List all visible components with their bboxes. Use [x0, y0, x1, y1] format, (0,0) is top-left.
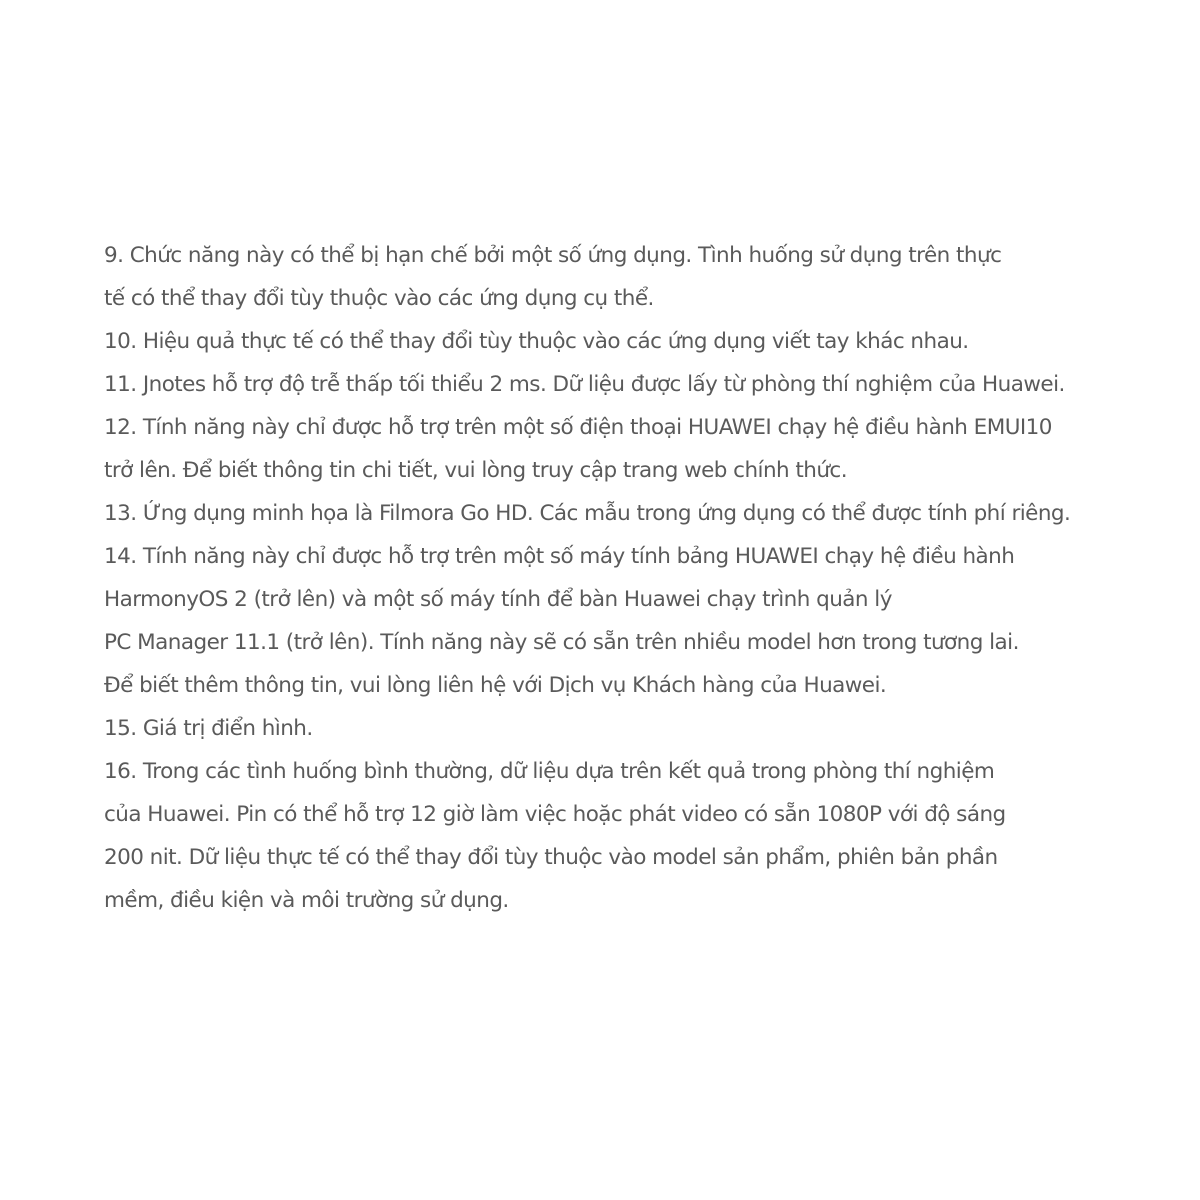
footnote-line: mềm, điều kiện và môi trường sử dụng.: [104, 888, 509, 913]
footnote-line: 9. Chức năng này có thể bị hạn chế bởi một số ứng dụng. Tình huống sử dụng trên thực: [104, 243, 1002, 268]
footnote-line: PC Manager 11.1 (trở lên). Tính năng này sẽ có sẵn trên nhiều model hơn trong tương lai.: [104, 630, 1019, 655]
footnote-line: 14. Tính năng này chỉ được hỗ trợ trên một số máy tính bảng HUAWEI chạy hệ điều hành: [104, 544, 1015, 569]
footnote-line: 200 nit. Dữ liệu thực tế có thể thay đổi tùy thuộc vào model sản phẩm, phiên bản phần: [104, 845, 998, 870]
footnotes-block: [104, 234, 1104, 922]
footnote-line: tế có thể thay đổi tùy thuộc vào các ứng dụng cụ thể.: [104, 286, 654, 311]
footnote-line: 11. Jnotes hỗ trợ độ trễ thấp tối thiểu 2 ms. Dữ liệu được lấy từ phòng thí nghiệm của Huawei.: [104, 372, 1065, 397]
footnote-line: 16. Trong các tình huống bình thường, dữ liệu dựa trên kết quả trong phòng thí nghiệm: [104, 759, 995, 784]
footnote-line: Để biết thêm thông tin, vui lòng liên hệ với Dịch vụ Khách hàng của Huawei.: [104, 673, 887, 698]
footnote-line: 15. Giá trị điển hình.: [104, 716, 313, 741]
footnote-line: 13. Ứng dụng minh họa là Filmora Go HD. Các mẫu trong ứng dụng có thể được tính phí riêng.: [104, 501, 1071, 526]
footnote-line: của Huawei. Pin có thể hỗ trợ 12 giờ làm việc hoặc phát video có sẵn 1080P với độ sáng: [104, 802, 1006, 827]
footnote-line: 10. Hiệu quả thực tế có thể thay đổi tùy thuộc vào các ứng dụng viết tay khác nhau.: [104, 329, 969, 354]
footnote-line: 12. Tính năng này chỉ được hỗ trợ trên một số điện thoại HUAWEI chạy hệ điều hành EMUI10: [104, 415, 1052, 440]
footnote-line: trở lên. Để biết thông tin chi tiết, vui lòng truy cập trang web chính thức.: [104, 458, 847, 483]
footnote-line: HarmonyOS 2 (trở lên) và một số máy tính để bàn Huawei chạy trình quản lý: [104, 587, 892, 612]
